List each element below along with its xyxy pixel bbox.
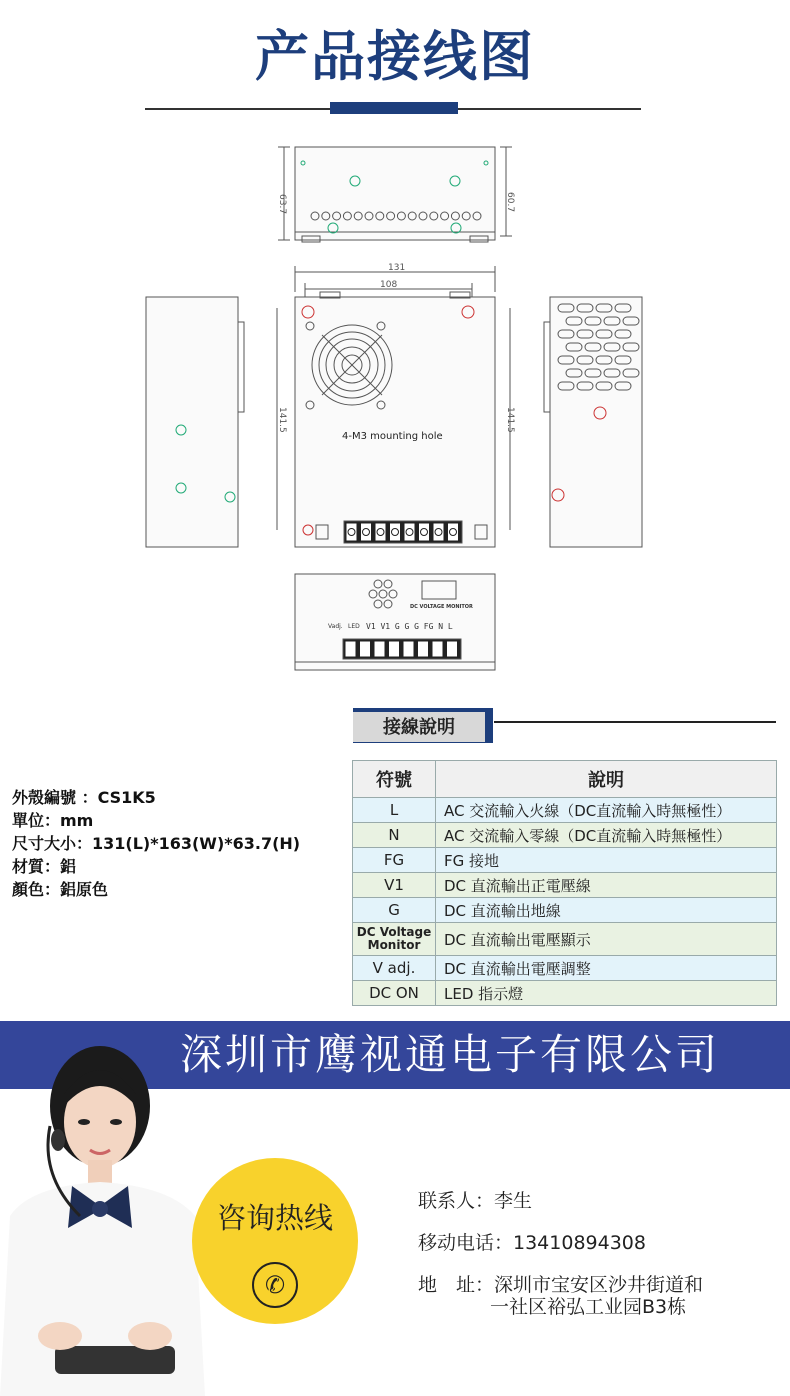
product-drawing <box>130 132 660 680</box>
customer-service-avatar <box>0 1036 205 1396</box>
table-row: L AC 交流輸入火線（DC直流輸入時無極性） <box>353 798 777 823</box>
mounting-hole-label: 4-M3 mounting hole <box>342 431 443 442</box>
hotline-label: 咨询热线 <box>216 1201 333 1235</box>
wiring-divider <box>494 721 776 723</box>
contact-address-line2: 一社区裕弘工业园B3栋 <box>490 1296 687 1318</box>
dim-width-inner: 108 <box>380 280 398 290</box>
contact-person: 联系人：李生 <box>418 1190 533 1212</box>
table-row: FG FG 接地 <box>353 848 777 873</box>
right-side-view <box>544 297 642 547</box>
left-side-view <box>146 297 244 547</box>
spec-color: 顏色：鋁原色 <box>12 880 109 899</box>
table-row: DC ON LED 指示燈 <box>353 981 777 1006</box>
table-row: DC Voltage Monitor DC 直流輸出電壓顯示 <box>353 923 777 956</box>
dim-width-outer: 131 <box>388 263 406 273</box>
page-title: 产品接线图 <box>255 25 535 88</box>
top-view <box>278 147 512 242</box>
spec-size: 尺寸大小：131(L)*163(W)*63.7(H) <box>12 834 301 853</box>
terminal-screw <box>374 641 385 657</box>
terminal-screw <box>432 641 443 657</box>
spec-material: 材質：鋁 <box>12 857 77 876</box>
table-row: N AC 交流輸入零線（DC直流輸入時無極性） <box>353 823 777 848</box>
contact-address: 地 址：深圳市宝安区沙井街道和 <box>418 1274 704 1296</box>
terminal-screw <box>389 641 400 657</box>
dim-front-height-right: 141.5 <box>505 407 515 433</box>
wiring-section-title: 接線說明 <box>353 712 485 742</box>
terminal-screw <box>447 641 458 657</box>
table-row: G DC 直流輸出地線 <box>353 898 777 923</box>
led-label: LED <box>348 623 360 630</box>
vadj-label: Vadj. <box>328 623 343 630</box>
dim-height-right: 60.7 <box>505 192 515 213</box>
contact-mobile: 移动电话：13410894308 <box>418 1232 646 1254</box>
dim-height-left: 63.7 <box>277 194 287 215</box>
table-row: V adj. DC 直流輸出電壓調整 <box>353 956 777 981</box>
terminal-screw <box>403 641 414 657</box>
monitor-label: DC VOLTAGE MONITOR <box>410 604 473 610</box>
dim-front-height-left: 141.5 <box>277 407 287 433</box>
table-header-description: 說明 <box>436 761 777 798</box>
table-row: V1 DC 直流輸出正電壓線 <box>353 873 777 898</box>
front-view <box>295 292 495 547</box>
spec-unit: 單位：mm <box>12 811 94 830</box>
contact-info <box>418 1180 703 1306</box>
terminal-screw <box>345 641 356 657</box>
title-accent-bar <box>330 102 458 114</box>
terminal-screw <box>360 641 371 657</box>
phone-icon: ✆ <box>252 1262 298 1308</box>
spec-list <box>12 786 300 901</box>
spec-case: 外殼編號 ：CS1K5 <box>12 788 156 807</box>
terminal-labels: V1 V1 G G G FG N L <box>366 622 453 631</box>
table-header-symbol: 符號 <box>353 761 436 798</box>
terminal-table <box>352 760 777 1006</box>
terminal-screw <box>418 641 429 657</box>
company-name: 深圳市鹰视通电子有限公司 <box>180 1030 721 1079</box>
